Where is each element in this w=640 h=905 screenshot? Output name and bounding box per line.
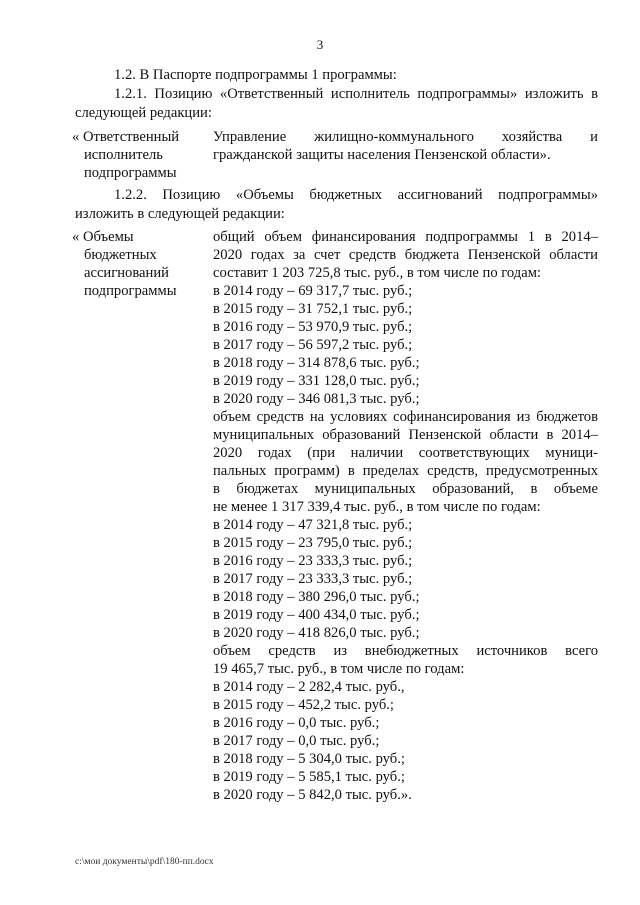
row2-label-line1: « Объемы: [72, 229, 134, 245]
row1-value-line1: Управление жилищно-коммунального хозяйства и: [213, 129, 598, 145]
row2-value-line: объем средств на условиях софинансирования из бюджетов: [213, 409, 598, 425]
row2-value-line: в 2016 году – 0,0 тыс. руб.;: [213, 715, 380, 731]
row2-value-line: в 2014 году – 69 317,7 тыс. руб.;: [213, 283, 413, 299]
row2-value-line: в 2017 году – 23 333,3 тыс. руб.;: [213, 571, 413, 587]
row2-label-line2: бюджетных: [84, 247, 157, 263]
page-number: 3: [316, 37, 324, 52]
row2-value-line: в 2015 году – 23 795,0 тыс. руб.;: [213, 535, 413, 551]
row1-value-line2: гражданской защиты населения Пензенской области».: [213, 147, 551, 163]
row2-value-line: в 2018 году – 314 878,6 тыс. руб.;: [213, 355, 420, 371]
row2-value-line: в 2016 году – 53 970,9 тыс. руб.;: [213, 319, 413, 335]
row2-value-line: в 2016 году – 23 333,3 тыс. руб.;: [213, 553, 413, 569]
row2-value-line: 2020 годах (при наличии соответствующих муници-: [213, 445, 598, 461]
row2-value-line: в 2019 году – 5 585,1 тыс. руб.;: [213, 769, 405, 785]
file-path-footer: c:\мои документы\pdf\180-пп.docx: [75, 857, 214, 867]
row2-value-line: в 2017 году – 0,0 тыс. руб.;: [213, 733, 380, 749]
row2-label-line3: ассигнований: [84, 265, 169, 281]
row2-value-line: объем средств из внебюджетных источников всего: [213, 643, 598, 659]
clause-1-2-2-line2: изложить в следующей редакции:: [75, 206, 285, 222]
clause-1-2-heading: 1.2. В Паспорте подпрограммы 1 программы:: [114, 67, 397, 83]
row1-label-line3: подпрограммы: [84, 165, 177, 181]
row2-value-line: в 2018 году – 380 296,0 тыс. руб.;: [213, 589, 420, 605]
row2-value-line: в 2020 году – 5 842,0 тыс. руб.».: [213, 787, 412, 803]
row2-value-line: в бюджетах муниципальных образований, в объеме: [213, 481, 598, 497]
row2-label-line4: подпрограммы: [84, 283, 177, 299]
row2-value-line: в 2020 году – 346 081,3 тыс. руб.;: [213, 391, 420, 407]
row2-value-line: 19 465,7 тыс. руб., в том числе по годам:: [213, 661, 465, 677]
row2-value-line: в 2014 году – 2 282,4 тыс. руб.,: [213, 679, 405, 695]
row2-value-line: не менее 1 317 339,4 тыс. руб., в том числе по годам:: [213, 499, 541, 515]
row2-value-line: 2020 годах за счет средств бюджета Пензенской области: [213, 247, 598, 263]
row2-value-line: в 2015 году – 31 752,1 тыс. руб.;: [213, 301, 413, 317]
clause-1-2-1-line1: 1.2.1. Позицию «Ответственный исполнитель подпрограммы» изложить в: [114, 86, 598, 102]
row2-value-line: в 2015 году – 452,2 тыс. руб.;: [213, 697, 394, 713]
row1-label-line1: « Ответственный: [72, 129, 180, 145]
row2-value-line: в 2020 году – 418 826,0 тыс. руб.;: [213, 625, 420, 641]
row2-value-line: в 2017 году – 56 597,2 тыс. руб.;: [213, 337, 413, 353]
row2-value-line: составит 1 203 725,8 тыс. руб., в том числе по годам:: [213, 265, 541, 281]
row2-value-line: пальных программ) в пределах средств, предусмотренных: [213, 463, 598, 479]
row2-value-line: в 2019 году – 331 128,0 тыс. руб.;: [213, 373, 420, 389]
row1-label-line2: исполнитель: [84, 147, 163, 163]
row2-value-line: в 2018 году – 5 304,0 тыс. руб.;: [213, 751, 405, 767]
clause-1-2-1-line2: следующей редакции:: [75, 105, 212, 121]
row2-value-line: в 2014 году – 47 321,8 тыс. руб.;: [213, 517, 413, 533]
row2-value-line: муниципальных образований Пензенской области в 2014–: [213, 427, 598, 443]
row2-value-line: в 2019 году – 400 434,0 тыс. руб.;: [213, 607, 420, 623]
row2-value-line: общий объем финансирования подпрограммы 1 в 2014–: [213, 229, 598, 245]
clause-1-2-2-line1: 1.2.2. Позицию «Объемы бюджетных ассигнований подпрограммы»: [114, 187, 598, 203]
